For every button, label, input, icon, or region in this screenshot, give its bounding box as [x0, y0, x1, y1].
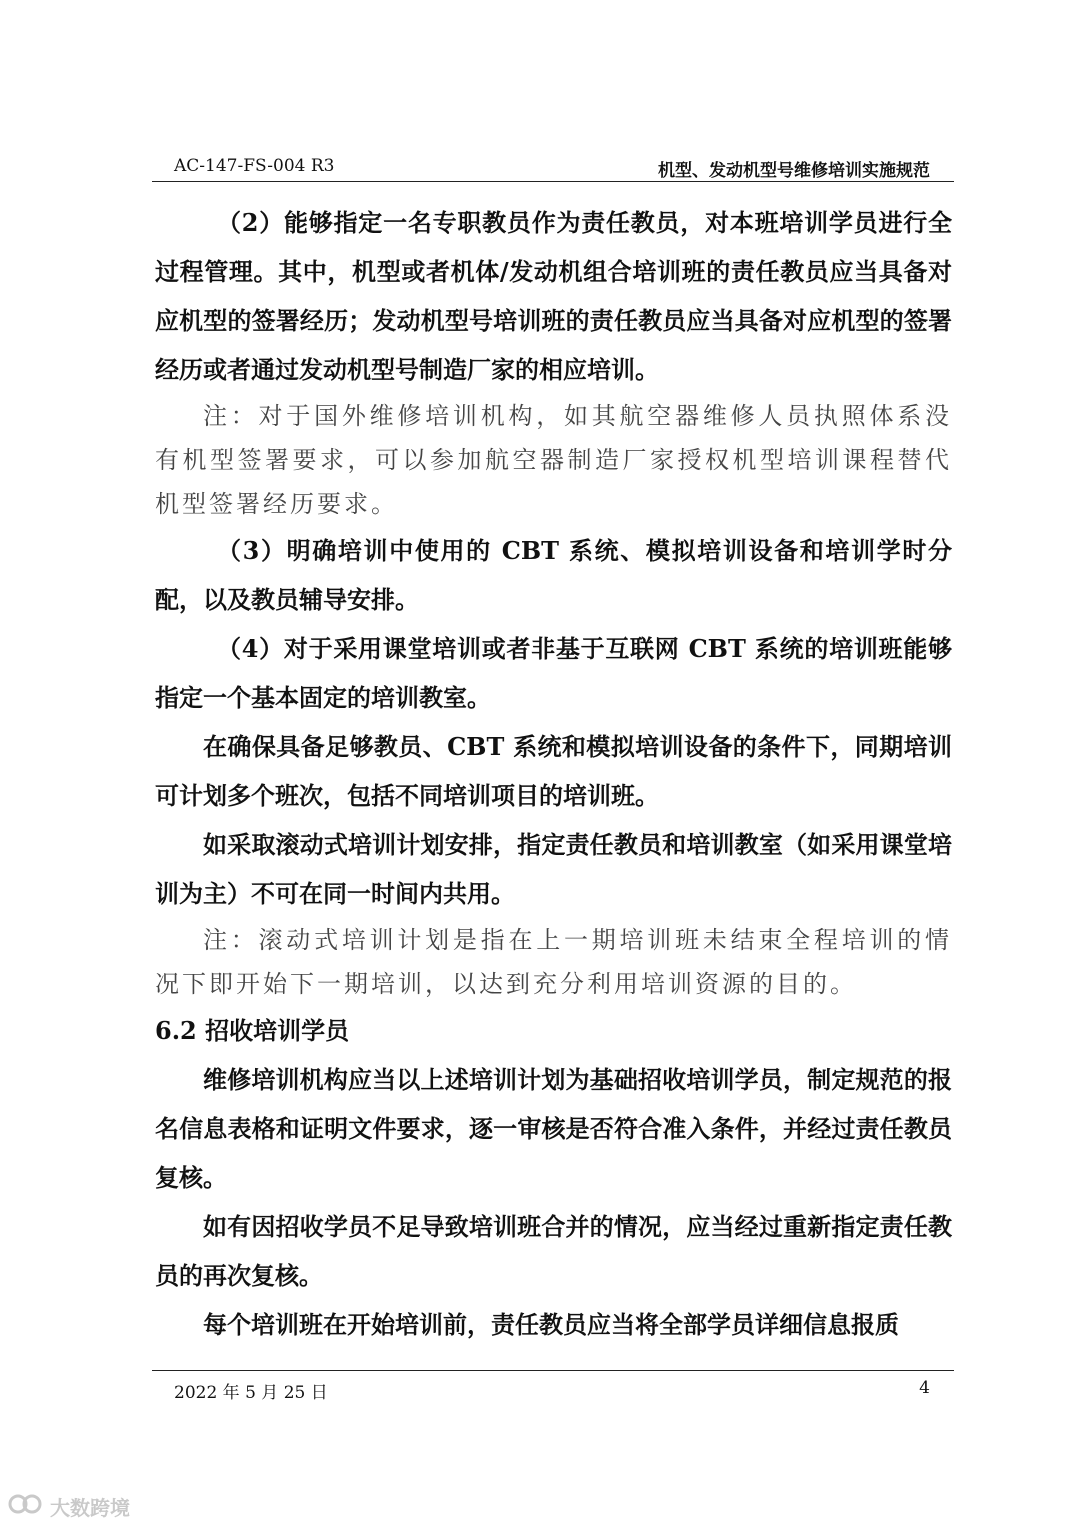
section-heading: 6.2 招收培训学员 [155, 1016, 350, 1045]
document-title: 机型、发动机型号维修培训实施规范 [658, 161, 930, 181]
note: 注：对于国外维修培训机构，如其航空器维修人员执照体系没有机型签署要求，可以参加航空器制造厂家授权机型培训课程替代机型签署经历要求。 [155, 402, 952, 518]
footer-rule [152, 1370, 954, 1371]
page-footer [152, 1378, 952, 1408]
publish-date: 2022 年 5 月 25 日 [174, 1383, 328, 1403]
watermark-text: 大数跨境 [50, 1496, 130, 1520]
document-body [155, 198, 952, 1349]
paragraph: 如有因招收学员不足导致培训班合并的情况，应当经过重新指定责任教员的再次复核。 [155, 1212, 952, 1290]
document-code: AC-147-FS-004 R3 [174, 156, 335, 176]
paragraph: 每个培训班在开始培训前，责任教员应当将全部学员详细信息报质 [203, 1310, 899, 1339]
page-number: 4 [919, 1378, 930, 1398]
note: 注：滚动式培训计划是指在上一期培训班未结束全程培训的情况下即开始下一期培训，以达到充分利用培训资源的目的。 [155, 926, 952, 998]
header-rule [152, 181, 954, 182]
paragraph: 维修培训机构应当以上述培训计划为基础招收培训学员，制定规范的报名信息表格和证明文件要求，逐一审核是否符合准入条件，并经过责任教员复核。 [155, 1065, 952, 1192]
watermark-logo-icon [8, 1492, 44, 1516]
paragraph: 如采取滚动式培训计划安排，指定责任教员和培训教室（如采用课堂培训为主）不可在同一时间内共用。 [155, 830, 952, 908]
paragraph: （3）明确培训中使用的 CBT 系统、模拟培训设备和培训学时分配，以及教员辅导安排。 [155, 536, 952, 614]
paragraph: （4）对于采用课堂培训或者非基于互联网 CBT 系统的培训班能够指定一个基本固定的培训教室。 [155, 634, 952, 712]
watermark [8, 1490, 148, 1520]
paragraph: 在确保具备足够教员、CBT 系统和模拟培训设备的条件下，同期培训可计划多个班次，包括不同培训项目的培训班。 [155, 732, 952, 810]
page-header [152, 150, 952, 180]
paragraph: （2）能够指定一名专职教员作为责任教员，对本班培训学员进行全过程管理。其中，机型或者机体/发动机组合培训班的责任教员应当具备对应机型的签署经历；发动机型号培训班的责任教员应当具备对应机型的签署经历或者通过发动机型号制造厂家的相应培训。 [155, 208, 952, 384]
